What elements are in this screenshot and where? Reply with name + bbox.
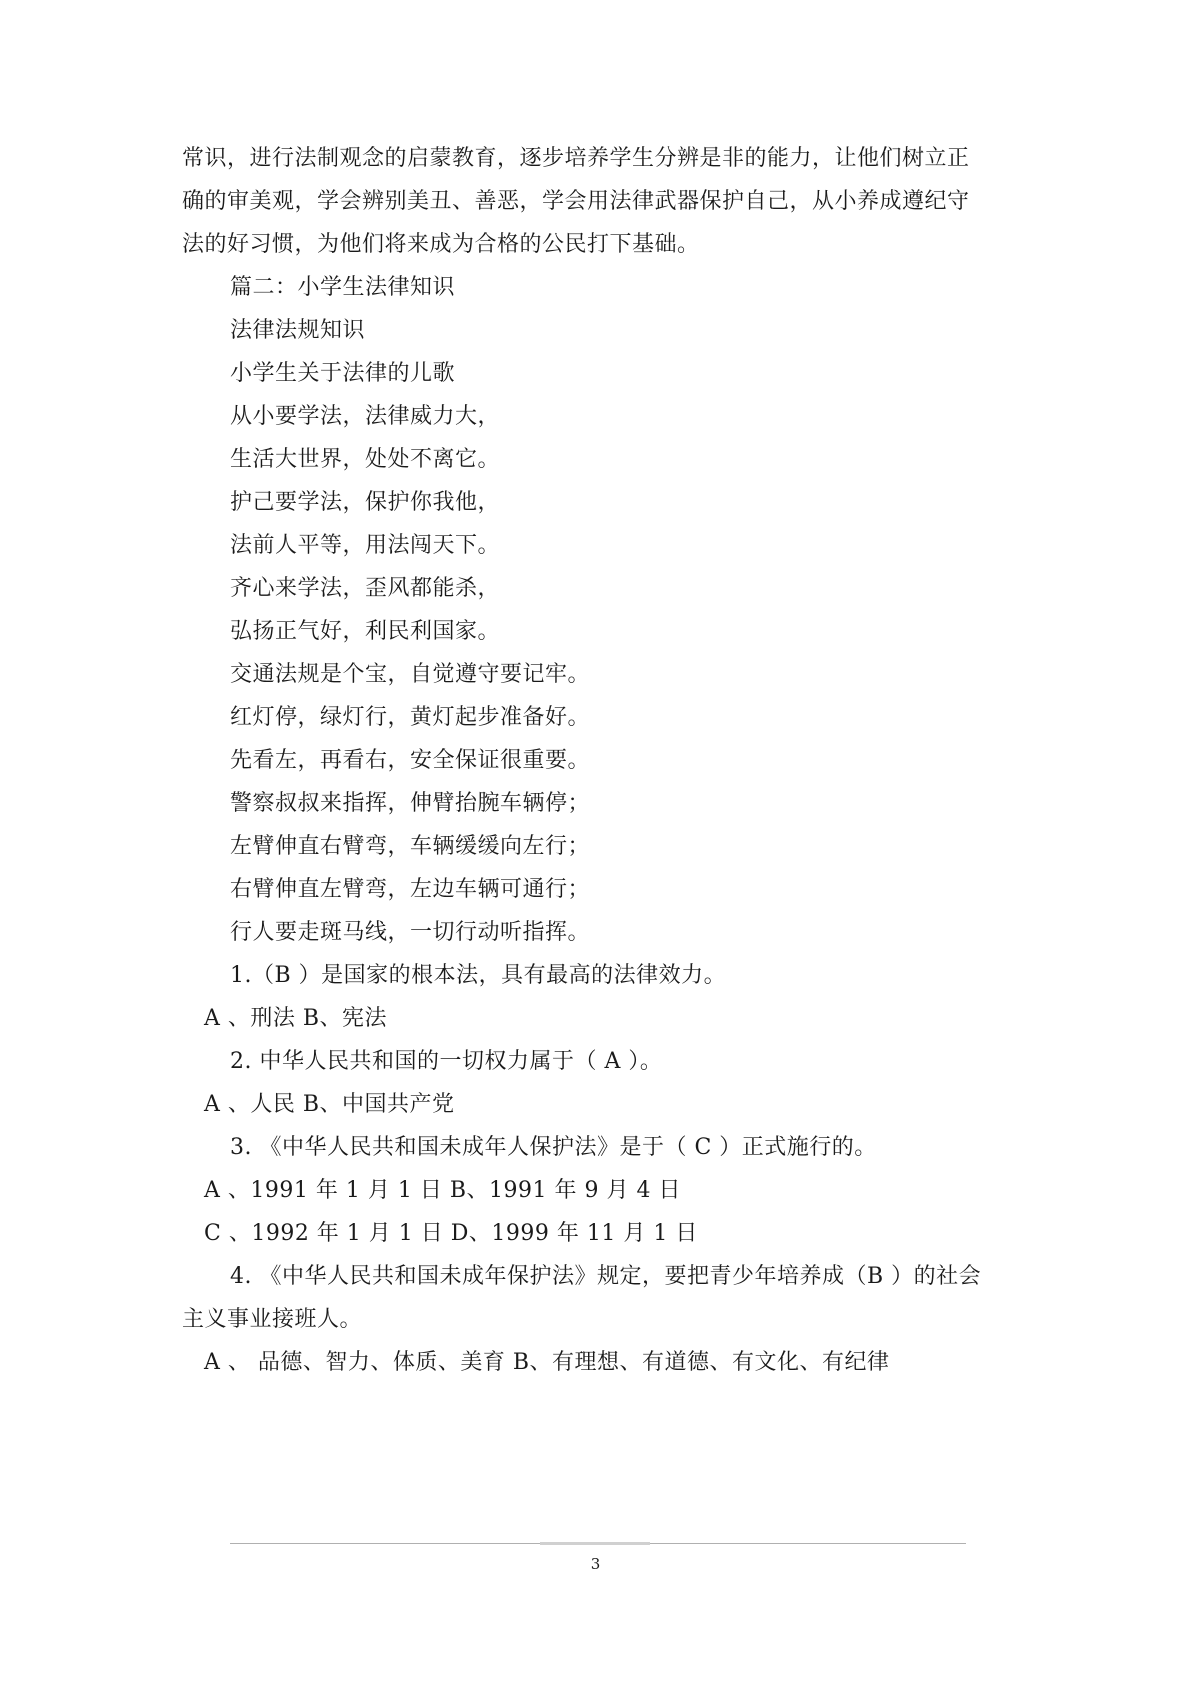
question-3: 3. 《中华人民共和国未成年人保护法》是于（ C ）正式施行的。 — [230, 1135, 877, 1160]
question-4-line-1: 4. 《中华人民共和国未成年保护法》规定，要把青少年培养成（B ）的社会 — [230, 1264, 982, 1289]
song-line: 护己要学法，保护你我他， — [230, 490, 501, 515]
footer-divider — [230, 1543, 966, 1544]
song-line: 右臂伸直左臂弯，左边车辆可通行； — [230, 877, 591, 902]
question-2-options: A 、人民 B、中国共产党 — [204, 1092, 455, 1117]
song-title: 小学生关于法律的儿歌 — [230, 361, 456, 386]
song-line: 警察叔叔来指挥，伸臂抬腕车辆停； — [230, 791, 591, 816]
question-2: 2. 中华人民共和国的一切权力属于（ A ）。 — [230, 1049, 663, 1074]
song-line: 行人要走斑马线，一切行动听指挥。 — [230, 920, 591, 945]
page-number: 3 — [590, 1555, 601, 1573]
question-3-options-ab: A 、1991 年 1 月 1 日 B、1991 年 9 月 4 日 — [204, 1178, 681, 1203]
song-line: 生活大世界，处处不离它。 — [230, 447, 501, 472]
song-line: 弘扬正气好，利民利国家。 — [230, 619, 501, 644]
question-1-options: A 、刑法 B、宪法 — [204, 1006, 388, 1031]
question-3-options-cd: C 、1992 年 1 月 1 日 D、1999 年 11 月 1 日 — [204, 1221, 698, 1246]
song-line: 法前人平等，用法闯天下。 — [230, 533, 501, 558]
intro-line-2: 确的审美观，学会辨别美丑、善恶，学会用法律武器保护自己，从小养成遵纪守 — [182, 189, 970, 214]
song-line: 先看左，再看右，安全保证很重要。 — [230, 748, 591, 773]
song-line: 从小要学法，法律威力大， — [230, 404, 501, 429]
song-line: 齐心来学法，歪风都能杀， — [230, 576, 501, 601]
section-subheading: 法律法规知识 — [230, 318, 366, 343]
intro-line-1: 常识，进行法制观念的启蒙教育，逐步培养学生分辨是非的能力，让他们树立正 — [182, 146, 970, 171]
question-1: 1.（B ）是国家的根本法，具有最高的法律效力。 — [230, 963, 727, 988]
question-4-line-2: 主义事业接班人。 — [182, 1307, 363, 1332]
intro-line-3: 法的好习惯，为他们将来成为合格的公民打下基础。 — [182, 232, 700, 257]
question-4-options: A 、 品德、智力、体质、美育 B、有理想、有道德、有文化、有纪律 — [204, 1350, 890, 1375]
song-line: 红灯停，绿灯行，黄灯起步准备好。 — [230, 705, 591, 730]
song-line: 左臂伸直右臂弯，车辆缓缓向左行； — [230, 834, 591, 859]
section-heading: 篇二：小学生法律知识 — [230, 275, 456, 300]
song-line: 交通法规是个宝，自觉遵守要记牢。 — [230, 662, 591, 687]
